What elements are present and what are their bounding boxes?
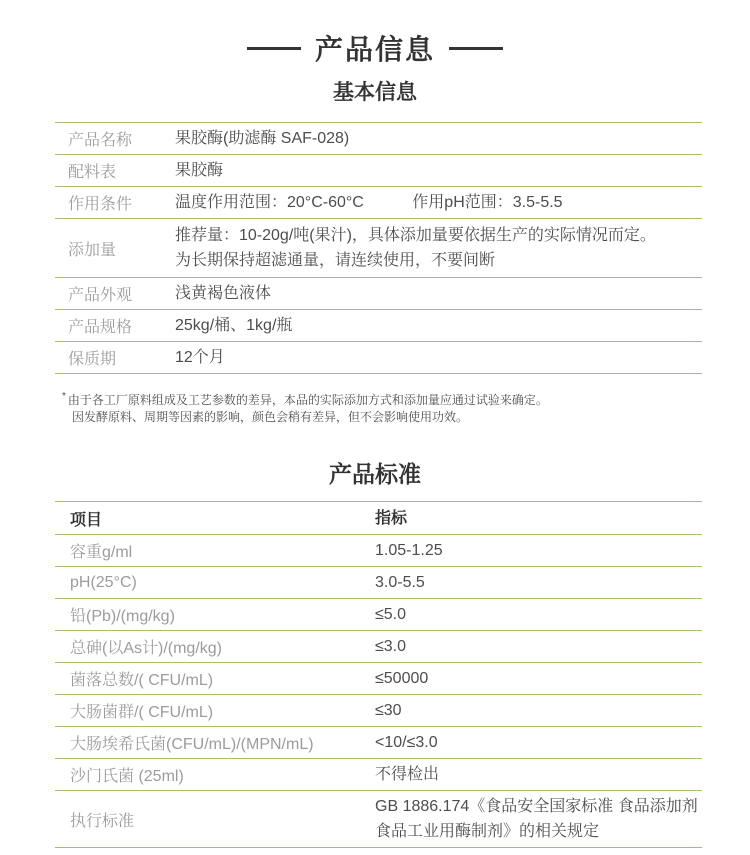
footnote-marker: * — [62, 391, 66, 402]
row-item: 铅(Pb)/(mg/kg) — [70, 608, 175, 625]
column-header-item: 项目 — [70, 511, 103, 529]
row-item: pH(25°C) — [70, 573, 137, 591]
table-row-conditions — [55, 186, 702, 218]
table-row-ph — [55, 566, 702, 598]
row-label: 添加量 — [68, 241, 117, 259]
table-row-ecoli — [55, 726, 702, 758]
row-item: 大肠菌群/( CFU/mL) — [70, 704, 214, 721]
row-label: 作用条件 — [68, 196, 133, 213]
table-row-colony-count — [55, 662, 702, 694]
row-label: 产品名称 — [68, 132, 133, 149]
table-row-shelf-life — [55, 341, 702, 373]
table-row-appearance — [55, 277, 702, 309]
footnote-line-1: * 由于各工厂原料组成及工艺参数的差异，本品的实际添加方式和添加量应通过试验来确定。 — [62, 391, 548, 407]
table-row-coliform — [55, 694, 702, 726]
title-dash-left-icon — [247, 47, 301, 50]
row-value: 浅黄褐色液体 — [175, 285, 272, 302]
basic-info-section-title: 基本信息 — [333, 81, 417, 104]
table-row-product-name — [55, 122, 702, 154]
page-title — [0, 30, 750, 66]
ph-range: 作用pH范围：3.5-5.5 — [412, 194, 563, 211]
table-row-specification — [55, 309, 702, 341]
row-value — [175, 187, 563, 218]
table-row-dosage — [55, 218, 702, 277]
row-value: 果胶酶 — [175, 162, 224, 179]
row-value: 25kg/桶、1kg/瓶 — [175, 317, 293, 334]
row-spec: 不得检出 — [375, 766, 440, 783]
row-spec: 1.05-1.25 — [375, 542, 443, 559]
row-spec: GB 1886.174《食品安全国家标准 食品添加剂 食品工业用酶制剂》的相关规定 — [375, 798, 698, 840]
temperature-range: 温度作用范围：20°C-60°C — [175, 194, 364, 211]
table-row-ingredients — [55, 154, 702, 186]
table-row-lead — [55, 598, 702, 630]
row-item: 菌落总数/( CFU/mL) — [70, 672, 214, 689]
row-spec: ≤3.0 — [375, 638, 407, 655]
row-item: 总砷(以As计)/(mg/kg) — [70, 640, 223, 657]
row-value: 果胶酶(助滤酶 SAF-028) — [175, 130, 350, 147]
row-label: 配料表 — [68, 164, 117, 181]
row-spec: ≤30 — [375, 702, 402, 719]
standards-table — [55, 501, 702, 848]
title-dash-right-icon — [449, 47, 503, 50]
row-spec: 3.0-5.5 — [375, 574, 425, 591]
table-row-executive-standard — [55, 790, 702, 847]
dosage-line-1: 推荐量：10-20g/吨(果汁)，具体添加量要依据生产的实际情况而定。 — [175, 227, 656, 244]
table-header-row — [55, 501, 702, 534]
row-spec: ≤50000 — [375, 670, 429, 687]
row-spec: <10/≤3.0 — [375, 734, 438, 751]
page-title-text: 产品信息 — [314, 34, 435, 65]
row-item: 执行标准 — [70, 812, 135, 830]
basic-info-table — [55, 122, 702, 374]
footnote-line-2: 因发酵原料、周期等因素的影响，颜色会稍有差异，但不会影响使用功效。 — [72, 410, 469, 424]
row-spec: ≤5.0 — [375, 606, 407, 623]
row-item: 大肠埃希氏菌(CFU/mL)/(MPN/mL) — [70, 736, 314, 753]
table-row-density — [55, 534, 702, 566]
row-label: 产品外观 — [68, 287, 133, 304]
row-label: 保质期 — [68, 351, 117, 368]
row-item: 沙门氏菌 (25ml) — [70, 768, 184, 785]
row-value: 12个月 — [175, 349, 225, 366]
table-row-arsenic — [55, 630, 702, 662]
row-label: 产品规格 — [68, 319, 133, 336]
dosage-line-2: 为长期保持超滤通量，请连续使用，不要间断 — [175, 252, 496, 269]
row-item: 容重g/ml — [70, 544, 133, 561]
footnote — [62, 388, 750, 426]
table-row-salmonella — [55, 758, 702, 790]
standards-section-title: 产品标准 — [329, 461, 421, 487]
row-value — [175, 220, 656, 276]
column-header-spec: 指标 — [375, 509, 408, 527]
